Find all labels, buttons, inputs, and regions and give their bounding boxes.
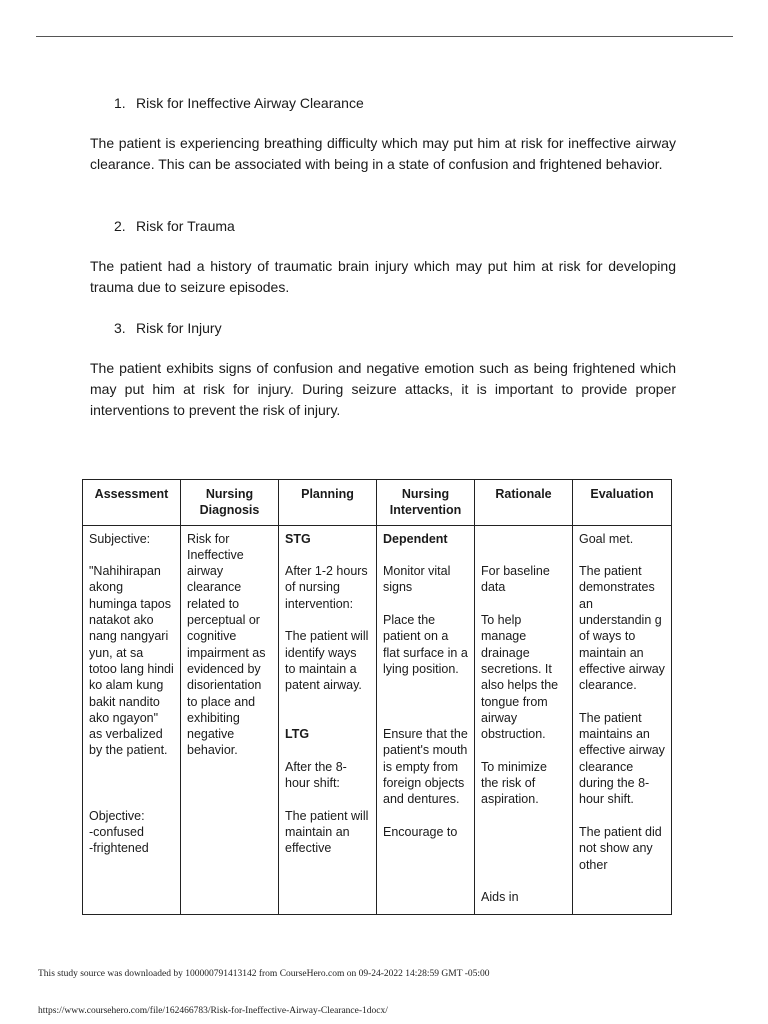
evaluation-item: The patient maintains an effective airway clearance during the 8-hour shift. [579,710,665,807]
source-url: https://www.coursehero.com/file/162466783/Risk-for-Ineffective-Airway-Clearance-1docx/ [38,1006,388,1016]
evaluation-status: Goal met. [579,531,634,546]
nursing-care-plan-table [82,479,672,915]
ltg-time: After the 8-hour shift: [285,759,347,791]
header-nursing-diagnosis: Nursing Diagnosis [181,480,279,526]
cell-evaluation [573,525,672,914]
objective-label: Objective: [89,808,145,823]
header-rationale: Rationale [475,480,573,526]
rationale-item: For baseline data [481,564,550,595]
diagnosis-title: Risk for Ineffective Airway Clearance [136,95,364,111]
table-header-row [83,480,672,526]
diagnosis-number: 1. [114,95,126,111]
diagnosis-heading-2 [114,218,235,234]
cell-nursing-diagnosis [181,525,279,914]
cell-assessment [83,525,181,914]
diagnosis-heading-3 [114,320,222,336]
diagnosis-number: 2. [114,218,126,234]
diagnosis-paragraph-1: The patient is experiencing breathing difficulty which may put him at risk for ineffective airway clearance. This can be associated with being in a state of confusion and frightened behavior. [90,135,676,172]
rationale-item: Aids in [481,890,519,905]
diagnosis-title: Risk for Injury [136,320,222,336]
objective-items: -confused -frightened [89,824,149,856]
diagnosis-paragraph-2: The patient had a history of traumatic brain injury which may put him at risk for developing trauma due to seizure episodes. [90,258,676,295]
diagnosis-number: 3. [114,320,126,336]
ltg-label: LTG [285,727,310,742]
table-row [83,525,672,914]
stg-goal: The patient will identify ways to maintain a patent airway. [285,629,369,693]
cell-nursing-intervention [377,525,475,914]
rationale-item: To help manage drainage secretions. It also helps the tongue from airway obstruction. [481,613,559,742]
download-source-notice: This study source was downloaded by 100000791413142 from CourseHero.com on 09-24-2022 14:28:59 GMT -05:00 [38,969,490,979]
stg-label: STG [285,531,311,546]
cell-rationale [475,525,573,914]
intervention-item: Place the patient on a flat surface in a lying position. [383,613,468,676]
evaluation-item: The patient demonstrates an understandin g of ways to maintain an effective airway clearance. [579,564,665,693]
intervention-item: Monitor vital signs [383,564,451,595]
top-divider [36,36,733,37]
subjective-label: Subjective: [89,531,151,546]
diagnosis-statement: Risk for Ineffective airway clearance related to perceptual or cognitive impairment as evidenced by disorientation to place and exhibiting negative behavior. [187,531,266,758]
intervention-item: Ensure that the patient's mouth is empty from foreign objects and dentures. [383,727,468,807]
diagnosis-title: Risk for Trauma [136,218,235,234]
rationale-item: To minimize the risk of aspiration. [481,759,547,807]
header-evaluation: Evaluation [573,480,672,526]
header-nursing-intervention: Nursing Intervention [377,480,475,526]
diagnosis-heading-1 [114,95,364,111]
stg-time: After 1-2 hours of nursing intervention: [285,564,368,611]
header-assessment: Assessment [83,480,181,526]
subjective-quote: "Nahihirapan akong huminga tapos natakot ako nang nangyari yun, at sa totoo lang hindi ko alam kung bakit nandito ako ngayon" as verbalized by the patient. [89,564,174,758]
intervention-item: Encourage to [383,824,458,839]
header-planning: Planning [279,480,377,526]
evaluation-item: The patient did not show any other [579,824,662,872]
diagnosis-paragraph-3: The patient exhibits signs of confusion and negative emotion such as being frightened which may put him at risk for injury. During seizure attacks, it is important to provide proper interventions to prevent the risk of injury. [90,360,676,418]
ltg-goal: The patient will maintain an effective [285,808,369,856]
intervention-type-label: Dependent [383,531,448,546]
cell-planning [279,525,377,914]
